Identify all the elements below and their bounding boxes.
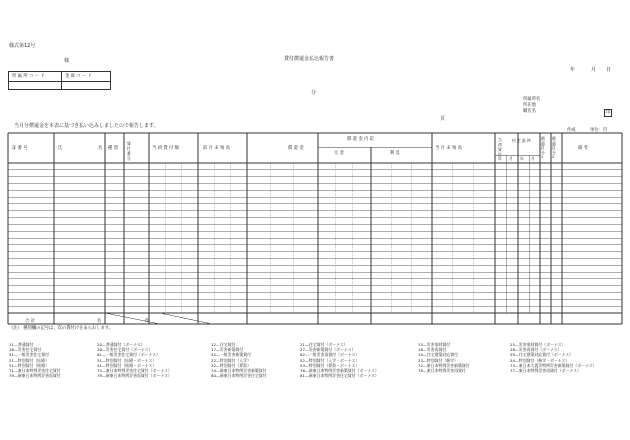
- header-category: 種 別: [108, 146, 118, 151]
- header-current-balance: 当 月 末 残 高: [435, 146, 462, 151]
- legend-item: 79—新東日本特例災害再貸付: [9, 373, 61, 379]
- legend-item: 22—特別貸付（入学）: [211, 357, 251, 363]
- legend-item: 42—一般災害新築貸付: [211, 352, 251, 358]
- header-name: 氏: [58, 146, 63, 151]
- legend-item: 17—災害新築貸付: [211, 347, 244, 353]
- legend-item: 13—災害家財貸付: [418, 342, 451, 347]
- legend-item: 31—特別貸付（医療・ボーナス）: [97, 357, 157, 363]
- header-final-date: 約 定 最 終: [512, 138, 531, 143]
- table-grid-line: [105, 313, 160, 324]
- header-loan-date: 当 初 貸 付: [498, 137, 502, 157]
- office-name-label: 所属所名: [523, 97, 541, 102]
- legend-item: 25—災害家財貸付（ボーナス）: [510, 342, 566, 347]
- legend-item: 32—特別貸付（葬祭）: [211, 362, 251, 368]
- header-breakdown: 償 還 金 内 訳: [347, 137, 374, 142]
- legend-item: 28—災害再貸付（ボーナス）: [510, 347, 562, 353]
- legend-item: 59—住宅建築対応貸付（ボーナス）: [510, 352, 574, 358]
- office-code-label: 所 属 所 コ ー ド: [12, 74, 45, 79]
- date-month-label: 月: [591, 67, 597, 73]
- legend-item: 72—東日本特例災害新築貸付: [418, 362, 470, 368]
- header-loan-type: 貸 付 番 号: [127, 141, 131, 161]
- legend-item: 80—新東日本特例災害住宅貸付: [211, 373, 267, 379]
- legend-item: 79—新東日本特例災害再貸付（ボーナス）: [97, 373, 172, 379]
- legend-item: 75—東日本特例災害住宅貸付（ボーナス）: [97, 368, 172, 374]
- seal-mark: 印: [605, 110, 611, 115]
- legend-col-5: [418, 342, 470, 373]
- legend-item: 12—住宅貸付: [211, 342, 236, 347]
- bank-code-label: 金 庫 コ ー ド: [65, 74, 92, 79]
- header-repayment: 償 還 金: [288, 146, 304, 151]
- legend-col-4: [300, 342, 379, 378]
- legend-item: 51—特別貸付（結婚）: [9, 362, 49, 368]
- legend-item: 77—東日本特例災害再貸付（ボーナス）: [510, 368, 581, 374]
- legend-item: 81—新東日本特例災害住宅貸付（ボーナス）: [300, 373, 379, 379]
- table-grid-line: [160, 313, 212, 324]
- legend-item: 16—災害住宅貸付: [9, 347, 42, 353]
- legend-item: 21—特別貸付（医療）: [9, 357, 49, 363]
- legend-item: 20—普通貸付（ボーナス）: [97, 342, 145, 347]
- final-date-month: 月: [531, 156, 535, 161]
- legend-item: 21—住宅貸付（ボーナス）: [300, 342, 348, 347]
- legend-item: 23—特別貸付（修学）: [418, 357, 458, 363]
- address-label: 所在地: [523, 103, 536, 108]
- legend-item: 62—一般災害再貸付（ボーナス）: [300, 352, 360, 358]
- legend-item: 41—一般災害住宅貸付: [9, 352, 49, 358]
- final-date-year: 年: [520, 156, 524, 161]
- center-mark: 頁: [440, 116, 446, 122]
- addressee-suffix: 様: [64, 58, 70, 64]
- legend-item: 27—災害新築貸付（ボーナス）: [300, 347, 356, 353]
- office-code-input-row[interactable]: [8, 80, 111, 90]
- date-day-label: 日: [606, 67, 612, 73]
- date-year-label: 年: [570, 67, 576, 73]
- legend-col-2: [97, 342, 172, 378]
- legend-item: 11—普通貸付: [9, 342, 34, 347]
- note-text: （注） 種別欄の記号は、次の貸付けをあらわします。: [9, 326, 114, 331]
- intro-text: 当月分償還金を本表に基づき払い込みしましたので報告します。: [14, 123, 159, 129]
- header-interest: 利 息: [390, 151, 400, 156]
- created-label: 作成: [567, 128, 576, 133]
- title-name-label: 職氏名: [523, 109, 536, 114]
- header-principal: 元 金: [334, 151, 344, 156]
- form-number: 様式第12号: [9, 43, 36, 49]
- legend-col-6: [510, 342, 597, 373]
- header-initial-loan: 当 初 貸 付 額: [152, 146, 179, 151]
- header-remarks: 備 考: [578, 146, 588, 151]
- legend-item: 71—東日本特例災害住宅貸付: [9, 368, 61, 374]
- total-label: 合 計: [25, 319, 35, 324]
- legend-col-1: [9, 342, 61, 378]
- legend-item: 41—特別貸付（結婚・ボーナス）: [97, 362, 157, 368]
- branch-mark: 分: [311, 90, 317, 96]
- header-number: 証 番 号: [12, 146, 28, 151]
- legend-item: 18—災害再貸付: [418, 347, 447, 353]
- header-prev-balance: 前 月 末 残 高: [203, 146, 230, 151]
- legend-item: 19—住宅建築対応貸付: [418, 352, 458, 358]
- legend-item: 26—災害住宅貸付（ボーナス）: [97, 347, 153, 353]
- legend-item: 73—東日本大震災特例災害新築貸付（ボーナス）: [510, 362, 597, 368]
- legend-col-3: [211, 342, 267, 378]
- loan-date-month: 月: [509, 156, 513, 161]
- legend-item: 78—東日本特例災害再貸付: [418, 368, 466, 374]
- legend-item: 54—特別貸付（修学・ボーナス）: [510, 357, 570, 363]
- legend-item: 61—一般災害住宅貸付（ボーナス）: [97, 352, 161, 358]
- total-count-label: 件: [145, 319, 150, 324]
- total-name-placeholder: 名: [97, 319, 102, 324]
- page-title: 貸付償還金払込報告書: [284, 56, 335, 62]
- legend-item: 74—新東日本特例災害新築貸付: [211, 368, 267, 374]
- header-repay-code1: 償還区分1: [541, 136, 545, 159]
- header-name2: 名: [98, 146, 103, 151]
- header-repay-code2: 償還区分2: [552, 136, 556, 159]
- loan-date-year: 年: [498, 156, 502, 161]
- unit-label: 単位：円: [590, 128, 608, 133]
- legend-item: 53—特別貸付（葬祭・ボーナス）: [300, 362, 360, 368]
- legend-item: 52—特別貸付（入学・ボーナス）: [300, 357, 360, 363]
- legend-item: 76—新東日本特例災害新築貸付（ボーナス）: [300, 368, 379, 374]
